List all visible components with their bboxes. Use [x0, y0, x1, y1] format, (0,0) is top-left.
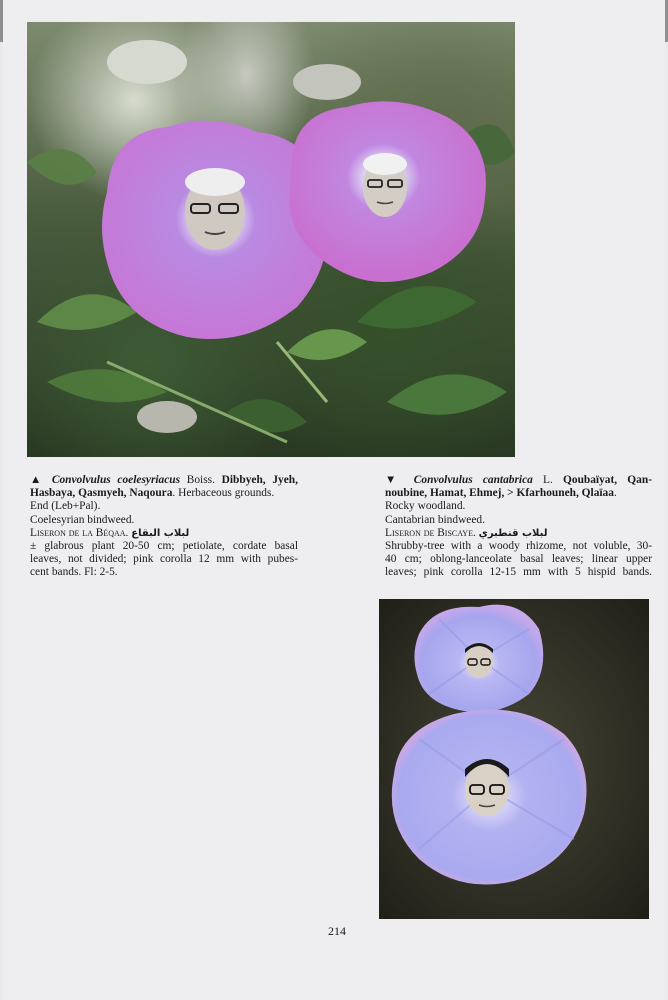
description-line-1: Shrubby-tree with a woody rhizome, not voluble, 30-	[385, 540, 652, 553]
marker-down: ▼	[385, 474, 404, 486]
caption-right-line-2	[385, 487, 652, 500]
english-common-name: Cantabrian bindweed.	[385, 513, 485, 526]
species-authority: Boiss.	[180, 474, 222, 486]
face-right	[363, 153, 407, 217]
description-line-2: 40 cm; oblong-lanceolate basal leaves; linear upper	[385, 553, 652, 566]
photo-convolvulus-cantabrica	[379, 599, 649, 919]
french-arabic-names	[30, 527, 298, 540]
photo-bottom-art	[379, 599, 649, 919]
period: .	[613, 487, 617, 500]
caption-coelesyriacus	[30, 474, 298, 580]
caption-cantabrica	[385, 474, 652, 580]
description-line-3: leaves; pink corolla 12-15 mm with 5 hispid bands.	[385, 566, 652, 579]
book-page	[3, 0, 665, 1000]
localities-cont: noubine, Hamat, Ehmej, > Kfarhouneh, Qlaïaa	[385, 487, 614, 500]
habitat: . Herbaceous grounds.	[172, 487, 275, 500]
french-common-name: Liseron de la Béqaa.	[30, 526, 129, 539]
english-common-name: Coelesyrian bindweed.	[30, 513, 135, 526]
caption-right-line-1	[385, 474, 652, 487]
habitat: Rocky woodland.	[385, 500, 466, 513]
arabic-common-name: لبلاب البقاع	[131, 527, 190, 539]
french-arabic-names	[385, 527, 652, 540]
arabic-common-name: لبلاب قنطبري	[478, 527, 548, 539]
face-upper	[465, 643, 493, 678]
localities: Qoubaïyat, Qan-	[563, 474, 652, 486]
face-left	[185, 168, 245, 250]
species-authority: L.	[532, 474, 564, 486]
french-common-name: Liseron de Biscaye.	[385, 526, 476, 539]
endemic-status: End (Leb+Pal).	[30, 500, 101, 513]
photo-convolvulus-coelesyriacus	[27, 22, 515, 457]
description-line-2: leaves, not divided; pink corolla 12 mm with pubes-	[30, 553, 298, 566]
marker-up: ▲	[30, 474, 46, 486]
description-line-1: ± glabrous plant 20-50 cm; petiolate, cordate basal	[30, 540, 298, 553]
localities-cont: Hasbaya, Qasmyeh, Naqoura	[30, 487, 173, 500]
caption-left-line-2	[30, 487, 298, 500]
photo-top-art	[27, 22, 515, 457]
description-line-3: cent bands. Fl: 2-5.	[30, 566, 118, 579]
species-name: Convolvulus coelesyriacus	[51, 474, 181, 486]
page-number: 214	[328, 924, 346, 938]
face-lower	[465, 759, 509, 816]
localities: Dibbyeh, Jyeh,	[221, 474, 298, 486]
species-name: Convolvulus cantabrica	[413, 474, 533, 486]
caption-left-line-1	[30, 474, 298, 487]
